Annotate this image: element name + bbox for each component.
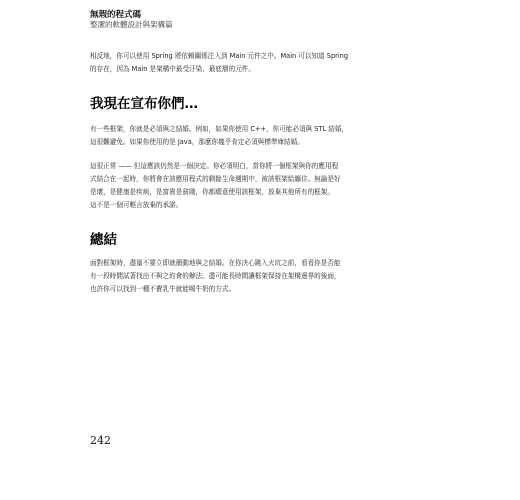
text-line: 相反地，你可以使用 Spring 將依賴關係注入到 Main 元件之中。Main 可以知道 Spring <box>90 52 349 60</box>
intro-paragraph <box>90 50 408 76</box>
book-subtitle: 整潔的軟體設計與架構篇 <box>90 20 173 29</box>
text-line: 有一些框架，你就是必須與之結婚。例如，如果你使用 C++，你可能必須與 STL 結婚， <box>90 125 349 133</box>
running-header <box>90 10 173 29</box>
announce-paragraph-2 <box>90 160 408 212</box>
text-line: 這不是一個可輕言放棄的承諾。 <box>90 201 183 209</box>
text-line: 這很難避免。如果你使用的是 Java，那麼你幾乎肯定必須與標準庫結婚。 <box>90 138 304 146</box>
text-line: 有一段時間試著找出不與之約會的辦法。盡可能長時間讓框架保持在架構邊界的後面， <box>90 272 341 280</box>
text-line: 的存在，因為 Main 是架構中最受汙染、最底層的元件。 <box>90 65 255 73</box>
text-line: 式結合在一起時，你將會在該應用程式的剩餘生命週期中，被該框架給纏住。無論是好 <box>90 175 341 183</box>
section-heading-conclusion: 總結 <box>90 232 117 248</box>
text-line: 是壞，是健康是疾病，是富貴是貧賤，你都願意使用該框架，放棄其他所有的框架。 <box>90 188 334 196</box>
text-line: 面對框架時，盡量不要立即就衝動地與之結婚。在你決心跳入火坑之前，看看你是否能 <box>90 259 341 267</box>
text-line: 也許你可以找到一種不費乳牛就能喝牛奶的方式。 <box>90 285 236 293</box>
text-line: 這很正常 —— 但這應該仍然是一個決定。你必須明白，當你將一個框架與你的應用程 <box>90 162 339 170</box>
section-heading-announce: 我現在宣布你們… <box>90 96 198 112</box>
announce-paragraph-1 <box>90 123 408 149</box>
page-number: 242 <box>90 434 111 447</box>
conclusion-paragraph <box>90 257 408 296</box>
book-title: 無瑕的程式碼 <box>90 10 142 20</box>
page-body <box>90 50 408 296</box>
